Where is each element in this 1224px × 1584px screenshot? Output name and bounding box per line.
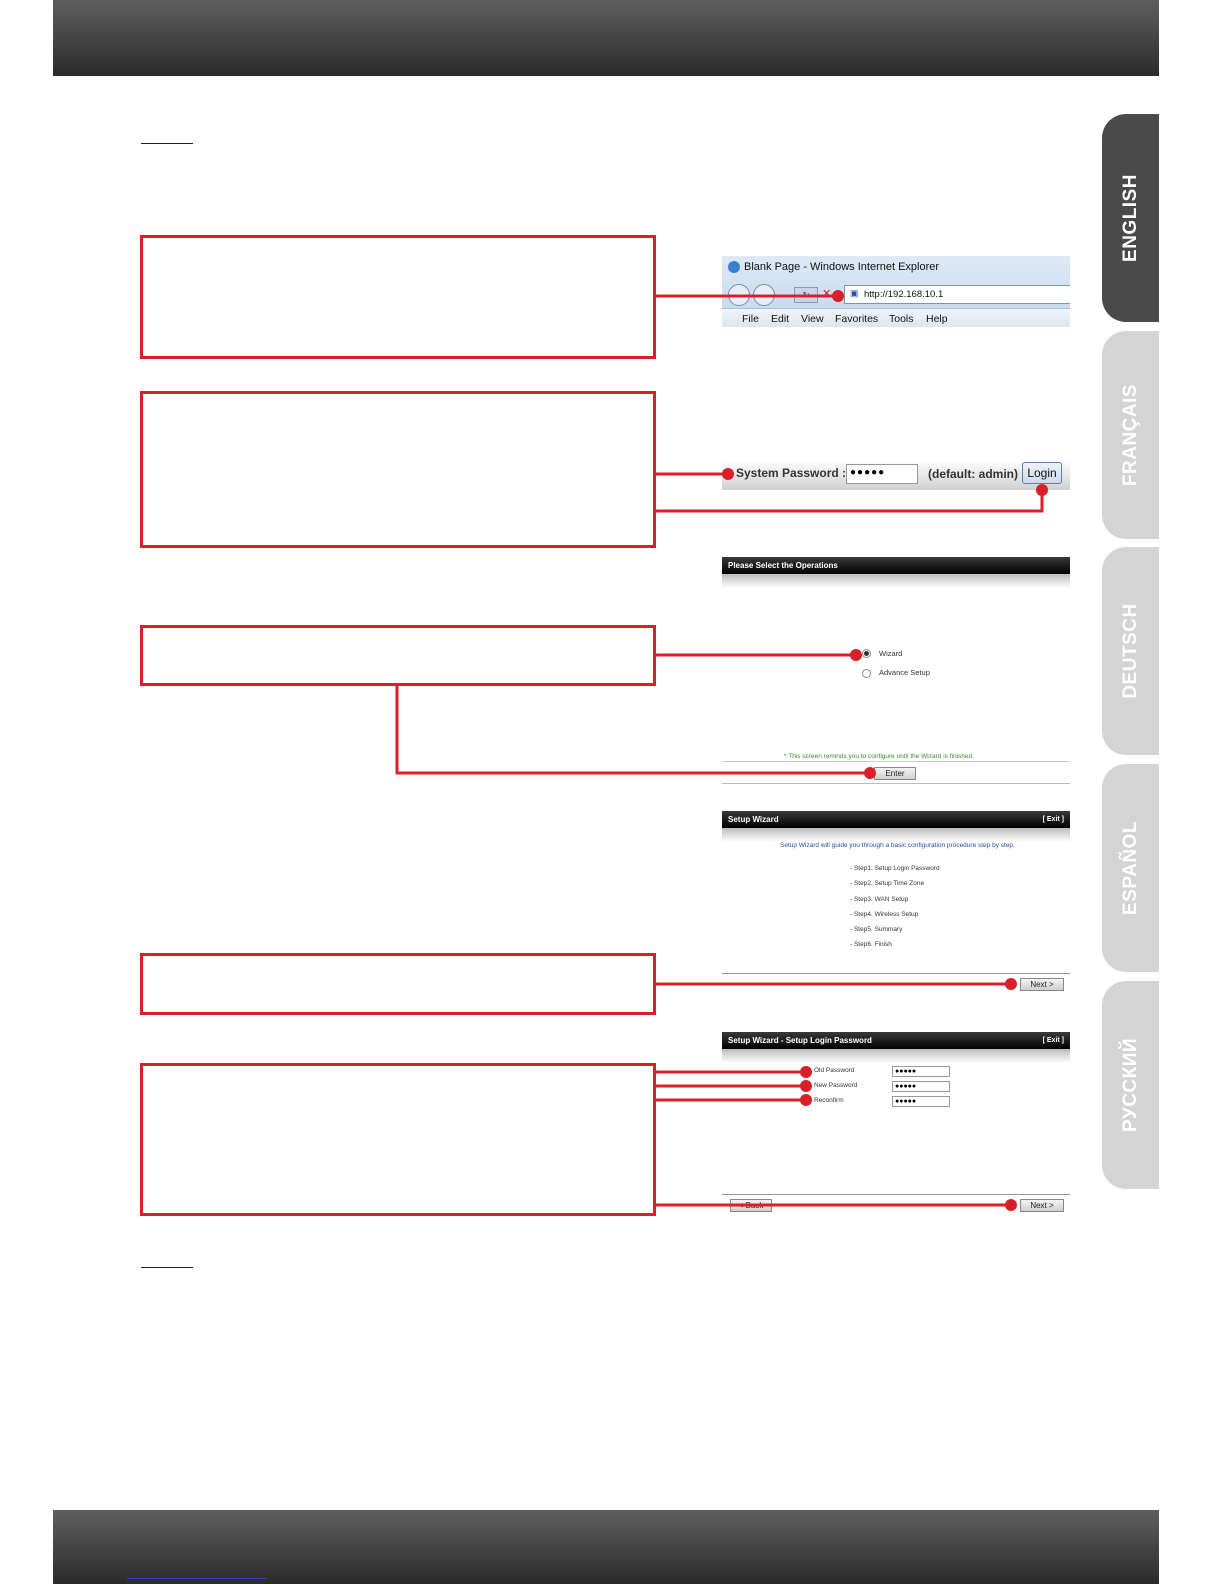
setup-wizard-header: Setup Wizard [ Exit ]	[722, 811, 1070, 828]
exit-link[interactable]: [ Exit ]	[1042, 1037, 1064, 1044]
old-password-label: Old Password	[814, 1067, 855, 1074]
menu-favorites[interactable]: Favorites	[835, 313, 879, 325]
step-item: - Step3. WAN Setup	[850, 896, 909, 903]
menu-file[interactable]: File	[742, 313, 759, 325]
tab-russian[interactable]: РУССКИЙ	[1102, 981, 1159, 1189]
back-button[interactable]: < Back	[730, 1199, 772, 1212]
setup-password-header: Setup Wizard - Setup Login Password [ Exit ]	[722, 1032, 1070, 1049]
default-hint: (default: admin)	[928, 467, 1018, 481]
stop-icon[interactable]: ✕	[822, 288, 832, 300]
browser-title: Blank Page - Windows Internet Explorer	[744, 261, 940, 273]
tab-espanol[interactable]: ESPAÑOL	[1102, 764, 1159, 972]
new-password-label: New Password	[814, 1082, 858, 1089]
operations-header: Please Select the Operations	[722, 557, 1070, 574]
step-item: - Step6. Finish	[850, 941, 892, 948]
menu-tools[interactable]: Tools	[889, 313, 914, 325]
next-button[interactable]: Next >	[1020, 1199, 1064, 1212]
connector-dot	[800, 1094, 812, 1106]
advance-option-label: Advance Setup	[879, 668, 930, 677]
connector-dot	[800, 1066, 812, 1078]
enter-button[interactable]: Enter	[874, 767, 916, 780]
step-item: - Step5. Summary	[850, 926, 903, 933]
reconfirm-label: Reconfirm	[814, 1097, 844, 1104]
connector-dot	[832, 290, 844, 302]
menu-view[interactable]: View	[801, 313, 824, 325]
menu-edit[interactable]: Edit	[771, 313, 790, 325]
step-item: - Step1. Setup Login Password	[850, 865, 940, 872]
operations-note: * This screen reminds you to configure until the Wizard is finished.	[784, 753, 974, 760]
wizard-intro: Setup Wizard will guide you through a basic configuration procedure step by step.	[780, 842, 1015, 849]
page-icon: ▣	[850, 288, 859, 298]
step-item: - Step2. Setup Time Zone	[850, 880, 925, 887]
next-button[interactable]: Next >	[1020, 978, 1064, 991]
step-item: - Step4. Wireless Setup	[850, 911, 919, 918]
old-password-input[interactable]: ●●●●●	[892, 1066, 950, 1077]
connector-line	[397, 686, 870, 773]
reconfirm-input[interactable]: ●●●●●	[892, 1096, 950, 1107]
connector-dot	[1036, 484, 1048, 496]
refresh-icon[interactable]: ↻	[794, 287, 818, 303]
connector-dot	[850, 649, 862, 661]
connector-dot	[864, 767, 876, 779]
menu-help[interactable]: Help	[926, 313, 948, 325]
connector-line	[656, 490, 1042, 511]
connector-dot	[1005, 1199, 1017, 1211]
tab-english[interactable]: ENGLISH	[1102, 114, 1159, 322]
password-input[interactable]: ●●●●●	[846, 464, 918, 484]
connector-dot	[722, 468, 734, 480]
login-button[interactable]: Login	[1022, 462, 1062, 484]
exit-link[interactable]: [ Exit ]	[1042, 816, 1064, 823]
connector-dot	[1005, 978, 1017, 990]
new-password-input[interactable]: ●●●●●	[892, 1081, 950, 1092]
connector-dot	[800, 1080, 812, 1092]
wizard-option-label: Wizard	[879, 649, 903, 658]
tab-francais[interactable]: FRANÇAIS	[1102, 331, 1159, 539]
tab-deutsch[interactable]: DEUTSCH	[1102, 547, 1159, 755]
address-text: http://192.168.10.1	[864, 289, 944, 300]
password-label: System Password :	[736, 466, 847, 480]
